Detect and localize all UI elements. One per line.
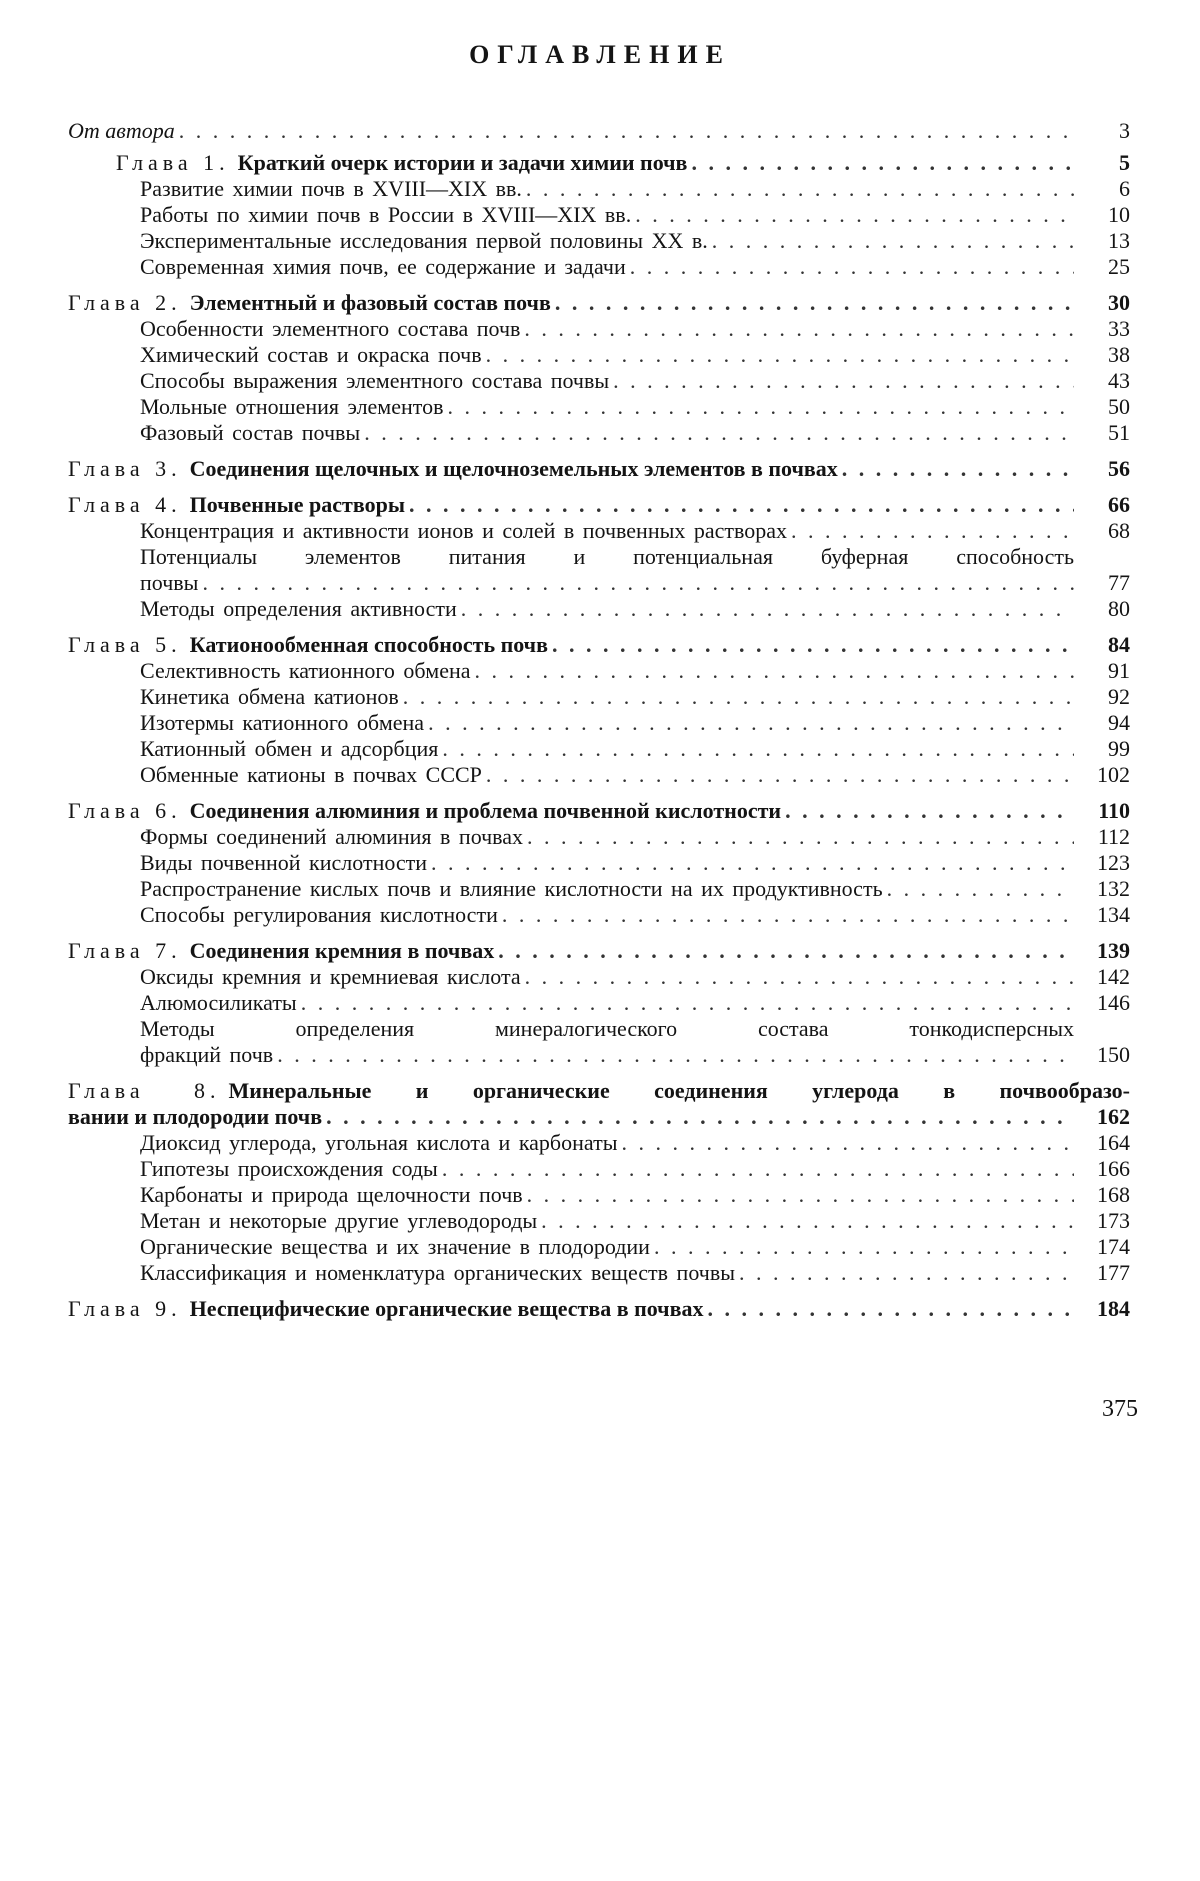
dot-leader	[442, 736, 1074, 762]
dot-leader	[613, 368, 1074, 394]
dot-leader	[791, 518, 1074, 544]
toc-chapter-1[interactable]	[68, 150, 1130, 176]
chapter-label: Глава 6.	[68, 798, 182, 823]
dot-leader	[486, 762, 1074, 788]
section-title: Экспериментальные исследования первой половины XX в.	[140, 228, 708, 253]
section-title: Карбонаты и природа щелочности почв	[140, 1182, 523, 1207]
section-title: Особенности элементного состава почв	[140, 316, 521, 341]
toc-page-number: 174	[1097, 1234, 1130, 1259]
toc-section[interactable]	[68, 876, 1130, 902]
toc-page-number: 102	[1097, 762, 1130, 787]
toc-page-number: 164	[1097, 1130, 1130, 1155]
toc-page-number: 10	[1108, 202, 1130, 227]
dot-leader	[409, 492, 1074, 518]
toc-page-number: 38	[1108, 342, 1130, 367]
toc-section[interactable]	[68, 658, 1130, 684]
toc-section[interactable]	[68, 1234, 1130, 1260]
dot-leader	[527, 824, 1074, 850]
dot-leader	[712, 228, 1074, 254]
toc-page-number: 13	[1108, 228, 1130, 253]
toc-page-number: 25	[1108, 254, 1130, 279]
toc-chapter-8[interactable]	[68, 1078, 1130, 1130]
section-title: Мольные отношения элементов	[140, 394, 444, 419]
toc-section[interactable]	[68, 342, 1130, 368]
dot-leader	[691, 150, 1074, 176]
section-title: Химический состав и окраска почв	[140, 342, 482, 367]
table-of-contents	[68, 118, 1130, 1322]
toc-section[interactable]	[68, 368, 1130, 394]
chapter-label: Глава 5.	[68, 632, 182, 657]
toc-page-number: 184	[1097, 1296, 1130, 1321]
toc-section[interactable]	[68, 202, 1130, 228]
dot-leader	[442, 1156, 1074, 1182]
chapter-label: Глава 2.	[68, 290, 182, 315]
dot-leader	[630, 254, 1074, 280]
toc-page-number: 166	[1097, 1156, 1130, 1181]
toc-page-number: 43	[1108, 368, 1130, 393]
toc-page-number: 173	[1097, 1208, 1130, 1233]
section-title: Формы соединений алюминия в почвах	[140, 824, 524, 849]
page-number: 375	[1102, 1396, 1138, 1422]
toc-page-number: 177	[1097, 1260, 1130, 1285]
dot-leader	[475, 658, 1074, 684]
toc-section[interactable]	[68, 762, 1130, 788]
chapter-title: Почвенные растворы	[189, 492, 406, 517]
toc-page-number: 91	[1108, 658, 1130, 683]
section-title-continued: почвы	[140, 570, 199, 595]
toc-section[interactable]	[68, 710, 1130, 736]
toc-section[interactable]	[68, 254, 1130, 280]
toc-page-number: 51	[1108, 420, 1130, 445]
section-title: Способы выражения элементного состава почвы	[140, 368, 610, 393]
dot-leader	[526, 176, 1074, 202]
section-title: Оксиды кремния и кремниевая кислота	[140, 964, 521, 989]
dot-leader	[364, 420, 1074, 446]
section-title: Методы определения активности	[140, 596, 457, 621]
toc-page-number: 6	[1119, 176, 1130, 201]
toc-page-number: 112	[1097, 824, 1130, 849]
toc-page-number: 33	[1108, 316, 1130, 341]
section-title: Кинетика обмена катионов	[140, 684, 399, 709]
toc-page-number: 168	[1097, 1182, 1130, 1207]
toc-chapter-6[interactable]	[68, 798, 1130, 824]
dot-leader	[428, 710, 1074, 736]
section-title: Обменные катионы в почвах СССР	[140, 762, 482, 787]
chapter-title-continued: вании и плодородии почв	[68, 1104, 323, 1129]
section-title: Современная химия почв, ее содержание и задачи	[140, 254, 626, 279]
section-title: Изотермы катионного обмена	[140, 710, 425, 735]
toc-section[interactable]	[68, 964, 1130, 990]
toc-entry-title: От автора	[68, 118, 175, 143]
chapter-label: Глава 1.	[116, 150, 230, 175]
dot-leader	[486, 342, 1074, 368]
chapter-label: Глава 9.	[68, 1296, 182, 1321]
dot-leader	[552, 632, 1074, 658]
dot-leader	[277, 1042, 1074, 1068]
toc-chapter-9[interactable]	[68, 1296, 1130, 1322]
toc-section[interactable]	[68, 596, 1130, 622]
toc-chapter-7[interactable]	[68, 938, 1130, 964]
toc-section[interactable]	[68, 902, 1130, 928]
chapter-title: Соединения щелочных и щелочноземельных элементов в почвах	[189, 456, 838, 481]
toc-section[interactable]	[68, 316, 1130, 342]
dot-leader	[555, 290, 1074, 316]
toc-section[interactable]	[68, 1130, 1130, 1156]
toc-section[interactable]	[68, 394, 1130, 420]
dot-leader	[622, 1130, 1075, 1156]
section-title: Гипотезы происхождения соды	[140, 1156, 438, 1181]
toc-page-number: 80	[1108, 596, 1130, 621]
chapter-title: Соединения алюминия и проблема почвенной кислотности	[189, 798, 782, 823]
toc-chapter-2[interactable]	[68, 290, 1130, 316]
section-title-continued: фракций почв	[140, 1042, 274, 1067]
dot-leader	[635, 202, 1074, 228]
toc-page-number: 3	[1119, 118, 1130, 143]
section-title: Алюмосиликаты	[140, 990, 297, 1015]
chapter-title: Соединения кремния в почвах	[189, 938, 495, 963]
section-title: Развитие химии почв в XVIII—XIX вв.	[140, 176, 522, 201]
dot-leader	[887, 876, 1074, 902]
section-title: Классификация и номенклатура органических веществ почвы	[140, 1260, 735, 1285]
toc-page-number: 132	[1097, 876, 1130, 901]
toc-page-number: 94	[1108, 710, 1130, 735]
section-title: Концентрация и активности ионов и солей в почвенных растворах	[140, 518, 788, 543]
dot-leader	[541, 1208, 1074, 1234]
chapter-title: Элементный и фазовый состав почв	[189, 290, 551, 315]
chapter-label: Глава 3.	[68, 456, 182, 481]
toc-section[interactable]	[68, 228, 1130, 254]
toc-page-number: 99	[1108, 736, 1130, 761]
section-title: Диоксид углерода, угольная кислота и карбонаты	[140, 1130, 618, 1155]
toc-section[interactable]	[68, 1156, 1130, 1182]
toc-page-number: 68	[1108, 518, 1130, 543]
page-title: ОГЛАВЛЕНИЕ	[469, 40, 731, 69]
toc-section[interactable]	[68, 420, 1130, 446]
section-title: Виды почвенной кислотности	[140, 850, 428, 875]
chapter-title: Катионообменная способность почв	[189, 632, 548, 657]
toc-page-number: 50	[1108, 394, 1130, 419]
section-title: Способы регулирования кислотности	[140, 902, 498, 927]
section-title: Распространение кислых почв и влияние кислотности на их продуктивность	[140, 876, 883, 901]
toc-section[interactable]	[68, 990, 1130, 1016]
toc-chapter-4[interactable]	[68, 492, 1130, 518]
section-title: Селективность катионного обмена	[140, 658, 471, 683]
dot-leader	[502, 902, 1074, 928]
toc-entry-author[interactable]	[68, 118, 1130, 144]
toc-chapter-5[interactable]	[68, 632, 1130, 658]
toc-section[interactable]	[68, 176, 1130, 202]
toc-section[interactable]	[68, 684, 1130, 710]
dot-leader	[707, 1296, 1074, 1322]
toc-section[interactable]	[68, 824, 1130, 850]
toc-page-number: 66	[1108, 492, 1130, 517]
toc-page-number: 56	[1108, 456, 1130, 481]
dot-leader	[447, 394, 1074, 420]
toc-page-number: 5	[1119, 150, 1130, 175]
section-title: Методы определения минералогического состава тонкодисперсных	[140, 1016, 1074, 1041]
toc-page-number: 150	[1097, 1042, 1130, 1067]
toc-section[interactable]	[68, 1260, 1130, 1286]
section-title: Потенциалы элементов питания и потенциальная буферная способность	[140, 544, 1074, 569]
dot-leader	[498, 938, 1074, 964]
toc-section[interactable]	[68, 1182, 1130, 1208]
section-title: Органические вещества и их значение в плодородии	[140, 1234, 650, 1259]
toc-page-number: 134	[1097, 902, 1130, 927]
dot-leader	[527, 1182, 1074, 1208]
toc-page-number: 30	[1108, 290, 1130, 315]
section-title: Метан и некоторые другие углеводороды	[140, 1208, 538, 1233]
dot-leader	[525, 964, 1074, 990]
dot-leader	[461, 596, 1074, 622]
toc-page-number: 146	[1097, 990, 1130, 1015]
dot-leader	[785, 798, 1074, 824]
toc-section[interactable]	[68, 736, 1130, 762]
toc-page-number: 162	[1097, 1104, 1130, 1129]
dot-leader	[431, 850, 1074, 876]
chapter-title: Неспецифические органические вещества в почвах	[189, 1296, 704, 1321]
toc-page-number: 84	[1108, 632, 1130, 657]
chapter-title: Краткий очерк истории и задачи химии почв	[237, 150, 688, 175]
section-title: Работы по химии почв в России в XVIII—XIX вв.	[140, 202, 632, 227]
chapter-title: Минеральные и органические соединения углерода в почвообразо-	[228, 1078, 1130, 1103]
toc-section[interactable]	[68, 1208, 1130, 1234]
dot-leader	[654, 1234, 1074, 1260]
toc-section[interactable]	[68, 518, 1130, 544]
toc-page-number: 139	[1097, 938, 1130, 963]
dot-leader	[403, 684, 1074, 710]
toc-page-number: 92	[1108, 684, 1130, 709]
toc-page-number: 142	[1097, 964, 1130, 989]
toc-section[interactable]	[68, 850, 1130, 876]
chapter-list	[68, 150, 1130, 1322]
chapter-label: Глава 8.	[68, 1078, 221, 1103]
section-title: Катионный обмен и адсорбция	[140, 736, 439, 761]
dot-leader	[739, 1260, 1074, 1286]
toc-page-number: 110	[1098, 798, 1130, 823]
chapter-label: Глава 7.	[68, 938, 182, 963]
dot-leader	[301, 990, 1074, 1016]
dot-leader	[524, 316, 1074, 342]
dot-leader	[326, 1104, 1074, 1130]
dot-leader	[202, 570, 1074, 596]
toc-section[interactable]	[68, 1016, 1130, 1068]
dot-leader	[842, 456, 1074, 482]
dot-leader	[179, 118, 1074, 144]
toc-page-number: 123	[1097, 850, 1130, 875]
section-title: Фазовый состав почвы	[140, 420, 361, 445]
toc-chapter-3[interactable]	[68, 456, 1130, 482]
chapter-label: Глава 4.	[68, 492, 182, 517]
toc-section[interactable]	[68, 544, 1130, 596]
toc-page-number: 77	[1108, 570, 1130, 595]
